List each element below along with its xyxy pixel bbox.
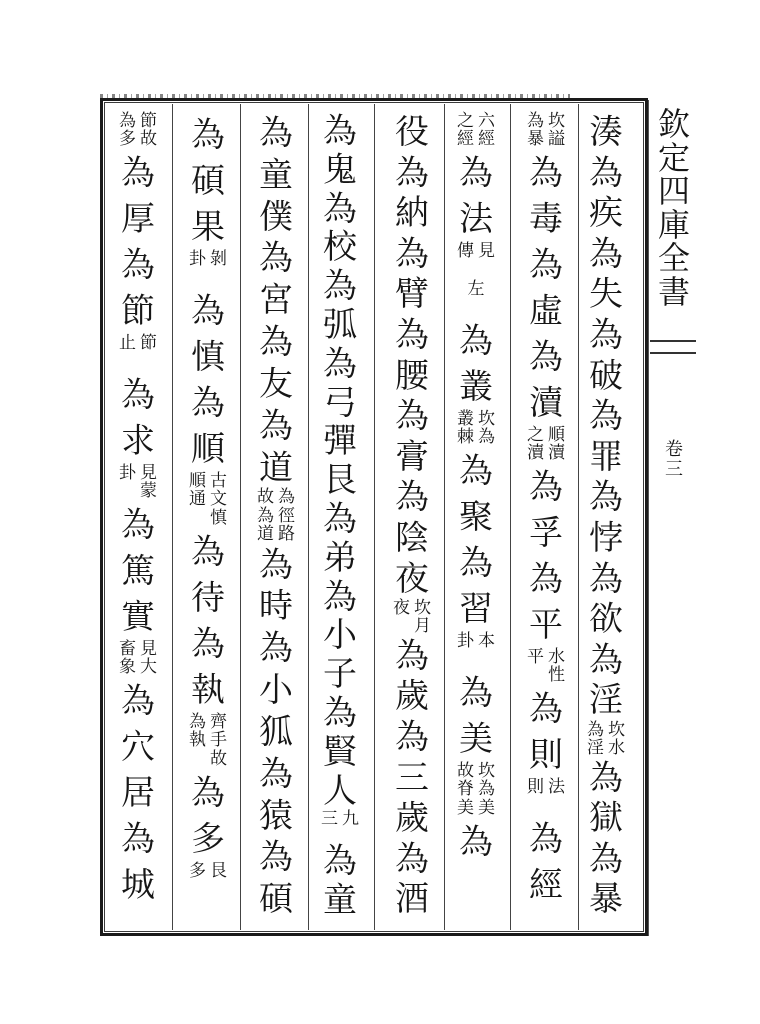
main-text-glyph: 為 [529,153,563,193]
commentary-note [189,713,227,770]
main-text-glyph: 為 [529,337,563,377]
commentary-line [140,112,157,149]
commentary-glyph: 坎 [414,598,431,619]
main-text-glyph: 為 [121,819,155,859]
commentary-glyph: 古 [210,471,227,491]
main-text-glyph: 鬼 [323,150,357,190]
main-text-glyph: 酒 [395,880,429,920]
commentary-line [119,464,136,482]
commentary-line [189,472,206,509]
commentary-line [210,713,227,768]
main-text-glyph: 為 [191,624,225,664]
main-text-glyph: 節 [121,291,155,331]
commentary-glyph: 月 [414,616,431,637]
commentary-note [119,112,157,150]
text-column [115,112,161,920]
commentary-line [210,862,227,880]
commentary-glyph: 平 [527,647,544,667]
commentary-glyph: 左 [467,279,485,299]
commentary-glyph: 見 [478,241,495,261]
main-text-glyph: 失 [589,275,623,315]
commentary-glyph: 瀆 [527,443,544,464]
commentary-glyph: 脊 [457,779,474,800]
main-text-glyph: 為 [323,499,357,539]
main-text-glyph: 法 [459,199,493,239]
main-text-glyph: 篤 [121,551,155,591]
commentary-glyph: 經 [478,129,495,150]
main-text-glyph: 淫 [589,681,623,721]
commentary-line [210,472,227,527]
main-text-glyph: 為 [191,291,225,331]
main-text-glyph: 為 [121,505,155,545]
commentary-glyph: 坎 [608,719,625,740]
commentary-note [587,721,625,758]
commentary-glyph: 水 [548,647,565,667]
main-text-glyph: 碩 [191,161,225,201]
main-text-glyph: 為 [323,842,357,882]
column-rule [374,104,375,930]
main-text-glyph: 為 [395,234,429,274]
main-text-glyph: 為 [395,839,429,879]
commentary-line [457,632,474,650]
commentary-glyph: 畜 [119,639,136,659]
commentary-glyph: 為 [257,505,274,526]
commentary-glyph: 之 [457,111,474,131]
main-text-glyph: 為 [395,636,429,676]
commentary-glyph: 美 [478,797,495,818]
main-text-glyph: 為 [589,758,623,798]
commentary-glyph: 順 [548,425,565,445]
commentary-note [457,632,495,670]
main-text-glyph: 悖 [589,518,623,558]
main-text-glyph: 瀆 [529,383,563,423]
main-text-glyph: 慎 [191,337,225,377]
commentary-line [140,464,157,501]
main-text-glyph: 習 [459,589,493,629]
main-text-glyph: 執 [191,670,225,710]
main-text-glyph: 欲 [589,599,623,640]
commentary-glyph: 坎 [548,111,565,131]
commentary-glyph: 卦 [119,463,136,483]
commentary-line [478,762,495,817]
main-text-glyph: 叢 [459,367,493,407]
commentary-note [457,242,495,280]
commentary-line [527,778,544,796]
commentary-glyph: 艮 [210,861,227,881]
book-title [652,105,696,311]
main-text-glyph: 子 [323,654,357,695]
commentary-glyph: 叢 [457,409,474,429]
main-text-glyph: 弓 [323,383,357,423]
commentary-line [278,488,295,543]
main-text-glyph: 小 [259,670,293,710]
main-text-glyph: 為 [259,113,293,153]
commentary-line [321,810,338,828]
column-rule [578,104,579,930]
main-text-glyph: 為 [259,238,293,278]
commentary-line [478,242,495,260]
main-text-glyph: 為 [395,315,429,355]
commentary-note [527,426,565,464]
main-text-glyph: 為 [589,315,623,355]
main-text-glyph: 童 [259,155,293,195]
commentary-glyph: 坎 [478,761,495,781]
main-text-glyph: 暴 [589,880,623,920]
main-text-glyph: 為 [459,451,493,491]
main-text-glyph: 為 [589,839,623,879]
commentary-glyph: 見 [140,463,157,483]
main-text-glyph: 歲 [395,677,429,717]
commentary-line [527,426,544,463]
main-text-glyph: 為 [121,681,155,721]
main-text-glyph: 毒 [529,199,563,239]
commentary-glyph: 傳 [457,241,474,261]
commentary-glyph: 蒙 [140,481,157,502]
commentary-line [140,334,157,352]
commentary-glyph: 多 [189,861,206,881]
commentary-note [457,112,495,150]
commentary-glyph: 棘 [457,427,474,448]
main-text-glyph: 聚 [459,497,493,537]
commentary-glyph: 多 [119,129,136,150]
text-column [523,112,569,920]
main-text-glyph: 罪 [589,437,623,477]
commentary-line [527,648,544,666]
commentary-glyph: 夜 [393,598,410,619]
commentary-line [414,599,431,636]
commentary-line [189,250,206,268]
text-column [185,112,231,920]
commentary-note [119,334,157,372]
main-text-glyph: 平 [529,605,563,645]
main-text-glyph: 友 [259,364,293,404]
commentary-line [457,410,474,447]
commentary-line [257,488,274,543]
main-text-glyph: 為 [589,234,623,274]
commentary-glyph: 象 [119,657,136,678]
commentary-glyph: 為 [527,111,544,131]
main-text-glyph: 果 [191,207,225,247]
commentary-glyph: 為 [278,487,295,508]
main-text-glyph: 為 [323,111,357,151]
commentary-glyph: 故 [140,129,157,150]
main-text-glyph: 居 [121,773,155,813]
main-text-glyph: 歲 [395,798,429,839]
main-text-glyph: 童 [323,880,357,921]
commentary-note [189,862,227,900]
commentary-line [468,280,485,298]
main-text-glyph: 待 [191,578,225,618]
text-column [389,112,435,920]
commentary-glyph: 順 [189,471,206,491]
main-text-glyph: 弧 [323,305,357,345]
main-text-glyph: 為 [323,693,357,733]
commentary-glyph: 六 [478,111,495,131]
main-text-glyph: 為 [589,640,623,680]
main-text-glyph: 為 [459,673,493,713]
main-text-glyph: 實 [121,597,155,637]
commentary-note [457,762,495,819]
commentary-line [140,640,157,677]
commentary-line [210,250,227,268]
main-text-glyph: 狐 [259,712,293,752]
title-glyph: 書 [657,272,690,311]
commentary-line [119,334,136,352]
commentary-note [527,778,565,816]
commentary-line [457,762,474,817]
commentary-glyph: 止 [119,333,136,353]
commentary-note [321,810,359,842]
main-text-glyph: 賢 [323,732,357,772]
commentary-note [119,464,157,502]
commentary-note [527,112,565,150]
main-text-glyph: 三 [395,758,429,798]
main-text-glyph: 破 [589,356,623,396]
commentary-note [189,250,227,288]
title-glyph: 四 [657,172,690,211]
commentary-note [257,488,295,543]
commentary-note [468,280,485,318]
main-text-glyph: 為 [259,837,293,877]
main-text-glyph: 碩 [259,879,293,919]
commentary-glyph: 九 [342,809,359,830]
column-rule [444,104,445,930]
commentary-line [608,721,625,758]
main-text-glyph: 納 [395,193,429,234]
main-text-glyph: 為 [259,544,293,585]
main-text-glyph: 厚 [121,199,155,239]
commentary-glyph: 淫 [587,738,604,759]
commentary-line [548,778,565,796]
main-text-glyph: 時 [259,586,293,626]
commentary-glyph: 故 [257,487,274,508]
commentary-glyph: 謚 [548,129,565,150]
main-text-glyph: 美 [459,719,493,759]
commentary-line [527,112,544,149]
commentary-note [119,640,157,678]
commentary-glyph: 法 [548,777,565,797]
commentary-glyph: 為 [478,779,495,800]
main-text-glyph: 為 [589,478,623,518]
title-glyph: 全 [657,239,690,278]
commentary-line [587,721,604,758]
main-text-glyph: 猿 [259,795,293,836]
commentary-note [457,410,495,448]
text-column [253,112,299,920]
main-text-glyph: 城 [121,865,155,905]
main-text-glyph: 陰 [395,518,429,558]
column-rule [240,104,241,930]
main-text-glyph: 役 [395,112,429,152]
main-text-glyph: 為 [121,375,155,415]
commentary-glyph: 美 [457,797,474,818]
main-text-glyph: 膏 [395,437,429,477]
commentary-line [457,242,474,260]
commentary-glyph: 瀆 [548,443,565,464]
commentary-line [342,810,359,828]
volume-glyph: 三 [665,458,683,480]
main-text-glyph: 為 [395,478,429,518]
commentary-glyph: 卦 [189,249,206,269]
column-rule [172,104,173,930]
main-text-glyph: 為 [323,266,357,307]
main-text-glyph: 多 [191,819,225,859]
main-text-glyph: 湊 [589,112,623,152]
commentary-glyph: 為 [119,111,136,131]
main-text-glyph: 為 [589,153,623,193]
column-rule [510,104,511,930]
main-text-glyph: 虛 [529,291,563,331]
commentary-glyph: 坎 [478,409,495,429]
main-text-glyph: 為 [259,628,293,668]
commentary-note [189,472,227,529]
title-glyph: 定 [657,138,690,177]
main-text-glyph: 為 [395,396,429,437]
main-text-glyph: 為 [529,559,563,599]
main-text-glyph: 為 [459,321,493,361]
commentary-line [189,862,206,880]
commentary-glyph: 齊 [210,712,227,732]
commentary-note [393,599,431,636]
commentary-glyph: 之 [527,425,544,445]
text-column [453,112,499,920]
commentary-line [189,713,206,750]
commentary-glyph: 水 [608,738,625,759]
commentary-glyph: 執 [189,730,206,751]
main-text-glyph: 求 [121,421,155,461]
commentary-glyph: 故 [457,761,474,781]
commentary-line [478,410,495,447]
commentary-line [548,112,565,149]
main-text-glyph: 獄 [589,798,623,839]
title-glyph: 庫 [657,205,690,244]
commentary-glyph: 節 [140,111,157,131]
commentary-glyph: 道 [257,524,274,545]
commentary-glyph: 剝 [210,249,227,269]
main-text-glyph: 為 [459,543,493,583]
main-text-glyph: 為 [323,189,357,229]
main-text-glyph: 為 [589,559,623,599]
column-rule [308,104,309,930]
main-text-glyph: 為 [191,383,225,423]
main-text-glyph: 為 [259,406,293,446]
main-text-glyph: 為 [259,322,293,362]
commentary-glyph: 則 [527,777,544,797]
main-text-glyph: 為 [395,717,429,757]
main-text-glyph: 僕 [259,196,293,237]
main-text-glyph: 為 [323,577,357,617]
commentary-glyph: 慎 [210,507,227,528]
main-text-glyph: 為 [323,344,357,384]
main-text-glyph: 為 [529,245,563,285]
commentary-glyph: 文 [210,489,227,510]
main-text-glyph: 彈 [323,422,357,462]
commentary-line [457,112,474,149]
main-text-glyph: 宮 [259,280,293,320]
commentary-glyph: 為 [189,712,206,732]
commentary-glyph: 為 [587,719,604,740]
commentary-line [548,648,565,685]
commentary-note [527,648,565,686]
commentary-glyph: 路 [278,524,295,545]
commentary-line [119,112,136,149]
volume-glyph: 卷 [665,439,683,460]
main-text-glyph: 為 [529,467,563,507]
main-text-glyph: 為 [459,153,493,193]
main-text-glyph: 艮 [323,460,357,501]
commentary-line [478,632,495,650]
main-text-glyph: 為 [191,532,225,572]
main-text-glyph: 則 [529,735,563,775]
main-text-glyph: 為 [395,153,429,193]
main-text-glyph: 為 [259,753,293,794]
commentary-line [478,112,495,149]
text-column [317,112,363,920]
main-text-glyph: 為 [191,773,225,813]
main-text-glyph: 為 [529,689,563,729]
main-text-glyph: 穴 [121,727,155,767]
commentary-line [548,426,565,463]
main-text-glyph: 為 [459,822,493,862]
text-column [583,112,629,920]
commentary-glyph: 徑 [278,505,295,526]
main-text-glyph: 為 [191,115,225,155]
main-text-glyph: 經 [529,865,563,905]
main-text-glyph: 為 [529,819,563,859]
commentary-glyph: 三 [321,809,338,830]
commentary-glyph: 本 [478,631,495,651]
main-text-glyph: 校 [323,228,357,268]
main-text-glyph: 弟 [323,538,357,578]
commentary-glyph: 為 [478,427,495,448]
main-text-glyph: 夜 [395,559,429,599]
commentary-glyph: 暴 [527,129,544,150]
title-glyph: 欽 [657,105,690,143]
main-text-glyph: 疾 [589,193,623,234]
main-text-glyph: 順 [191,429,225,469]
main-text-glyph: 為 [121,153,155,193]
commentary-glyph: 節 [140,333,157,353]
volume-label [652,440,696,480]
fishtail-mark [650,340,696,354]
main-text-glyph: 小 [323,616,357,656]
commentary-glyph: 手 [210,730,227,751]
main-text-glyph: 腰 [395,356,429,396]
commentary-glyph: 卦 [457,631,474,651]
main-text-glyph: 為 [589,396,623,437]
commentary-glyph: 大 [140,657,157,678]
main-text-glyph: 道 [259,447,293,488]
main-text-glyph: 孚 [529,513,563,553]
main-text-glyph: 臂 [395,275,429,315]
commentary-line [393,599,410,617]
commentary-glyph: 通 [189,489,206,510]
commentary-line [119,640,136,677]
commentary-glyph: 性 [548,665,565,686]
commentary-glyph: 經 [457,129,474,150]
commentary-glyph: 故 [210,748,227,769]
commentary-glyph: 見 [140,639,157,659]
main-text-glyph: 人 [323,771,357,811]
main-text-glyph: 為 [121,245,155,285]
